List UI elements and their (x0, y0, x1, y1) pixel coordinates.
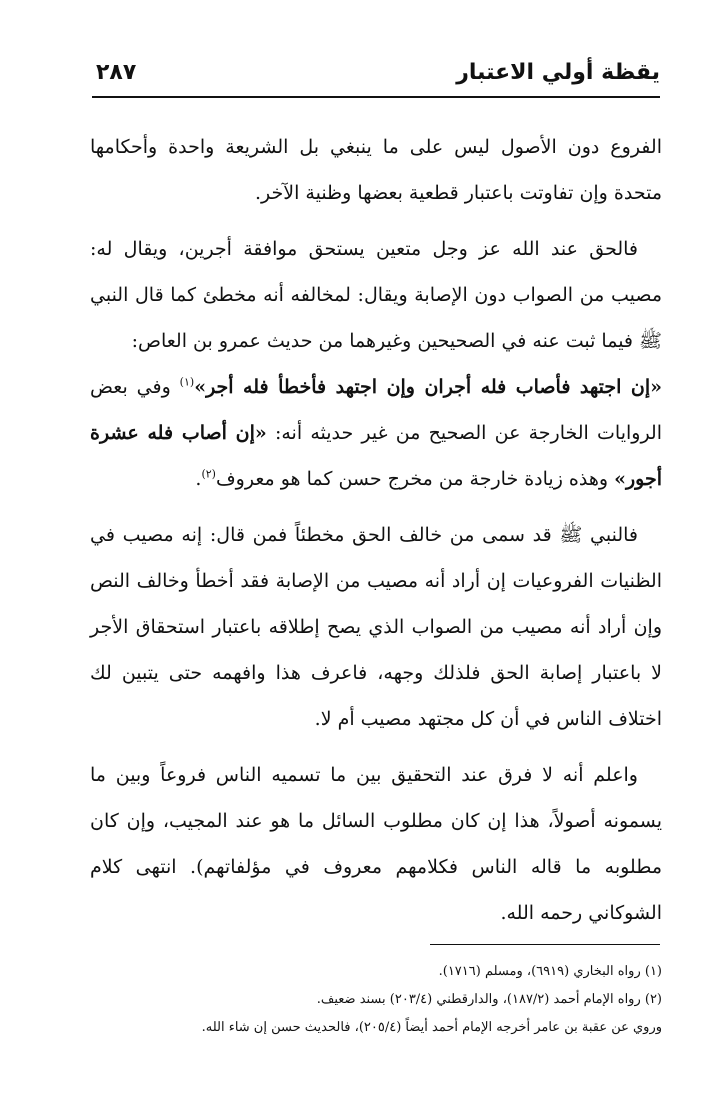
paragraph-3: فالنبي ﷺ قد سمى من خالف الحق مخطئاً فمن قال: إنه مصيب في الظنيات الفروعيات إن أراد أنه مصيب من الإصابة فقد أخطأ وخالف النص وإن أراد أنه مصيب من الصواب الذي يصح إطلاقه باعتبار استحقاق الأجر لا باعتبار إصابة الحق فلذلك وجهه، فاعرف هذا وافهمه حتى يتبين لك اختلاف الناس في أن كل مجتهد مصيب أم لا. (90, 524, 662, 730)
paragraph-1: الفروع دون الأصول ليس على ما ينبغي بل الشريعة واحدة وأحكامها متحدة وإن تفاوتت باعتبار قطعية بعضها وظنية الآخر. (90, 136, 662, 204)
footnote-2-continued: وروي عن عقبة بن عامر أخرجه الإمام أحمد أيضاً (٢٠٥/٤)، فالحديث حسن إن شاء الله. (201, 1020, 662, 1035)
paragraph-2-period: . (195, 468, 202, 490)
main-text (90, 124, 662, 946)
paragraph-2-middle: وفي بعض الروايات الخارجة عن الصحيح من غير حديثه أنه: (90, 376, 662, 444)
footnotes (90, 958, 662, 1042)
page-number: ٢٨٧ (96, 60, 137, 85)
footnote-divider (430, 944, 660, 945)
paragraph-4: واعلم أنه لا فرق عند التحقيق بين ما تسميه الناس فروعاً وبين ما يسمونه أصولاً، هذا إن كان مطلوب السائل ما هو عند المجيب، وإن كان مطلوبه ما قاله الناس فكلامهم معروف في مؤلفاتهم). انتهى كلام الشوكاني رحمه الله. (90, 764, 662, 924)
paragraph-2-intro: فالحق عند الله عز وجل متعين يستحق موافقة أجرين، ويقال له: مصيب من الصواب دون الإصابة ويقال: لمخالفه أنه مخطئ كما قال النبي ﷺ فيما ثبت عنه في الصحيحين وغيرهما من حديث عمرو بن العاص: (90, 238, 662, 352)
footnote-ref-2: (٢) (201, 467, 216, 481)
footnote-ref-1: (١) (179, 375, 195, 389)
paragraph-2 (90, 226, 662, 502)
hadith-quote-1: «إن اجتهد فأصاب فله أجران وإن اجتهد فأخطأ فله أجر» (194, 376, 663, 398)
footnote-1: (١) رواه البخاري (٦٩١٩)، ومسلم (١٧١٦). (438, 964, 662, 979)
footnote-2: (٢) رواه الإمام أحمد (١٨٧/٢)، والدارقطني (٢٠٣/٤) بسند ضعيف. (316, 992, 662, 1007)
page-header (92, 58, 660, 98)
book-title: يقظة أولي الاعتبار (456, 60, 660, 85)
hadith-quote-2: «إن أصاب فله عشرة أجور» (90, 422, 662, 490)
paragraph-2-ending: وهذه زيادة خارجة من مخرج حسن كما هو معروف (215, 468, 615, 490)
